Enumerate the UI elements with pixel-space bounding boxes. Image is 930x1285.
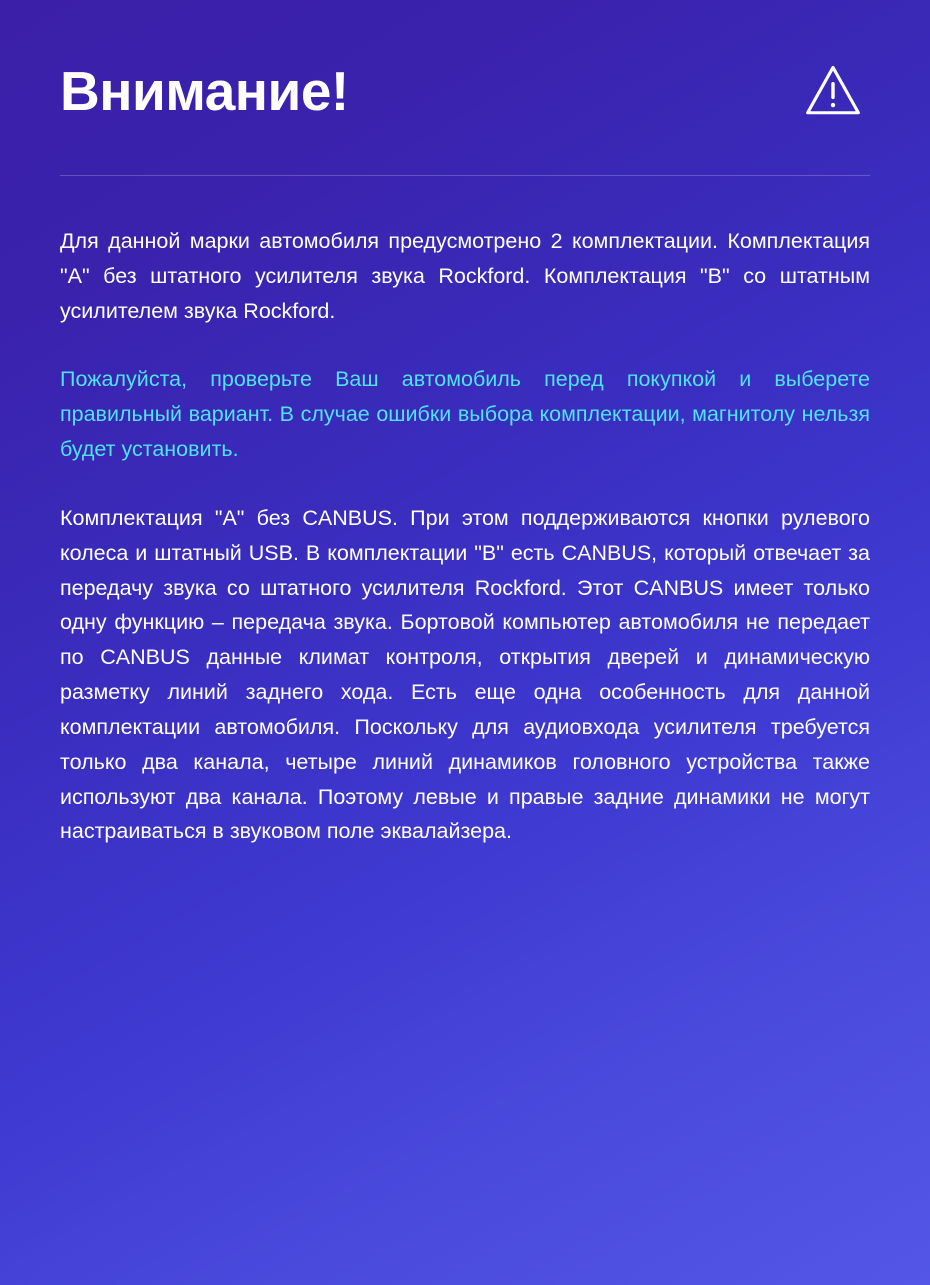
paragraph-canbus-details: Комплектация "A" без CANBUS. При этом поддерживаются кнопки рулевого колеса и штатный USB. В комплектации "B" есть CANBUS, который отвечает за передачу звука со штатного усилителя Rockford. Этот CANBUS имеет только одну функцию – передача звука. Бортовой компьютер автомобиля не передает по CANBUS данные климат контроля, открытия дверей и динамическую разметку линий заднего хода. Есть еще одна особенность для данной комплектации автомобиля. Поскольку для аудиовхода усилителя требуется только два канала, четыре линий динамиков головного устройства также используют два канала. Поэтому левые и правые задние динамики не могут настраиваться в звуковом поле эквалайзера. [60, 505, 870, 844]
paragraph-trim-levels: Для данной марки автомобиля предусмотрено 2 комплектации. Комплектация "A" без штатного усилителя звука Rockford. Комплектация "B" со штатным усилителем звука Rockford. [60, 229, 870, 323]
warning-triangle-icon [804, 62, 862, 120]
paragraph-check-vehicle: Пожалуйста, проверьте Ваш автомобиль перед покупкой и выберете правильный вариант. В случае ошибки выбора комплектации, магнитолу нельзя будет установить. [60, 367, 870, 462]
page-header [60, 52, 870, 120]
header-divider [60, 175, 870, 176]
page-title: Внимание! [60, 59, 349, 122]
notice-body [60, 224, 870, 849]
